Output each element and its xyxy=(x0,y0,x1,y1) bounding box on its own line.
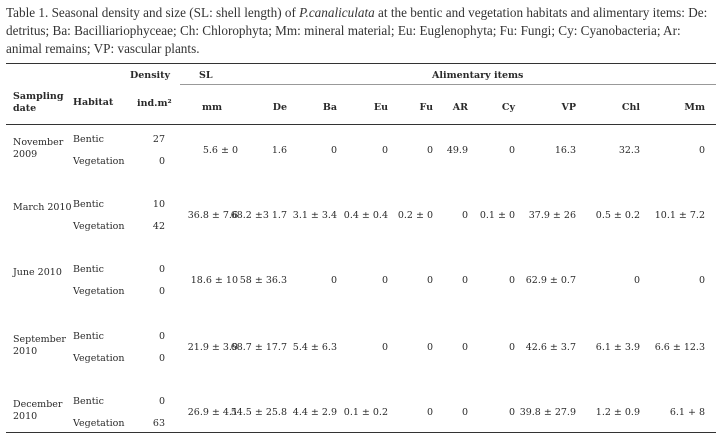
row-item-ar: 0 xyxy=(461,275,468,286)
row-item-vp: 39.8 ± 27.9 xyxy=(519,407,576,418)
row-item-mm: 6.6 ± 12.3 xyxy=(654,342,705,353)
row-shell-length: 21.9 ± 3.9 xyxy=(187,342,238,353)
table-top-rule xyxy=(6,63,716,64)
row-item-cy: 0 xyxy=(508,407,515,418)
row-item-fu: 0.2 ± 0 xyxy=(397,210,433,221)
row-item-ar: 0 xyxy=(461,210,468,221)
row-sampling-date: June 2010 xyxy=(13,267,62,278)
row-item-eu: 0.4 ± 0.4 xyxy=(343,210,388,221)
row-density-bentic: 0 xyxy=(158,264,165,275)
row-item-chl: 0.5 ± 0.2 xyxy=(595,210,640,221)
header-item-cy: Cy xyxy=(501,102,515,113)
row-item-ba: 5.4 ± 6.3 xyxy=(292,342,337,353)
row-density-vegetation: 63 xyxy=(152,418,165,429)
row-item-ba: 3.1 ± 3.4 xyxy=(292,210,337,221)
row-shell-length: 18.6 ± 10 xyxy=(190,275,238,286)
header-density-unit: ind.m² xyxy=(137,98,172,109)
row-item-de: 1.6 xyxy=(271,145,287,156)
row-habitat-vegetation: Vegetation xyxy=(73,286,125,297)
row-item-eu: 0 xyxy=(381,275,388,286)
row-shell-length: 26.9 ± 4.1 xyxy=(187,407,238,418)
header-item-ar: AR xyxy=(452,102,468,113)
header-item-de: De xyxy=(272,102,287,113)
row-habitat-vegetation: Vegetation xyxy=(73,418,125,429)
caption-suffix: at the bentic and vegetation habitats and alimentary items: De: detritus; Ba: Bacilliariophyceae; Ch: Chlorophyta; Mm: mineral material; Eu: Euglenophyta; Fu: Fungi; Cy: Cyanobacteria; Ar: animal remains; VP: vascular plants. xyxy=(6,5,708,56)
row-item-cy: 0 xyxy=(508,275,515,286)
row-item-ba: 0 xyxy=(330,275,337,286)
row-item-de: 68.2 ±3 1.7 xyxy=(230,210,287,221)
row-item-vp: 37.9 ± 26 xyxy=(528,210,576,221)
row-habitat-bentic: Bentic xyxy=(73,396,104,407)
row-item-cy: 0 xyxy=(508,145,515,156)
header-item-vp: VP xyxy=(561,102,576,113)
row-density-bentic: 0 xyxy=(158,331,165,342)
row-density-bentic: 0 xyxy=(158,396,165,407)
header-density: Density xyxy=(130,70,171,81)
row-item-mm: 0 xyxy=(698,145,705,156)
row-density-vegetation: 0 xyxy=(158,286,165,297)
row-sampling-date: November 2009 xyxy=(13,137,64,160)
caption-species: P.canaliculata xyxy=(299,5,375,20)
row-density-vegetation: 0 xyxy=(158,156,165,167)
header-bottom-rule xyxy=(6,124,716,125)
row-item-chl: 32.3 xyxy=(618,145,640,156)
row-item-fu: 0 xyxy=(426,342,433,353)
table-caption xyxy=(6,4,714,58)
row-habitat-bentic: Bentic xyxy=(73,199,104,210)
row-density-bentic: 27 xyxy=(152,134,165,145)
row-item-fu: 0 xyxy=(426,407,433,418)
row-sampling-date: December 2010 xyxy=(13,399,63,422)
row-item-ar: 49.9 xyxy=(446,145,468,156)
row-density-vegetation: 0 xyxy=(158,353,165,364)
header-item-mm: Mm xyxy=(684,102,705,113)
row-item-mm: 6.1 + 8 xyxy=(669,407,705,418)
row-item-chl: 1.2 ± 0.9 xyxy=(595,407,640,418)
row-item-vp: 62.9 ± 0.7 xyxy=(525,275,576,286)
header-habitat: Habitat xyxy=(73,97,114,108)
row-item-de: 58 ± 36.3 xyxy=(239,275,287,286)
row-item-vp: 16.3 xyxy=(554,145,576,156)
header-alimentary-items: Alimentary items xyxy=(432,70,524,81)
row-shell-length: 36.8 ± 7.6 xyxy=(187,210,238,221)
row-habitat-vegetation: Vegetation xyxy=(73,353,125,364)
header-item-chl: Chl xyxy=(621,102,640,113)
row-item-chl: 0 xyxy=(633,275,640,286)
row-sampling-date: March 2010 xyxy=(13,202,72,213)
row-item-eu: 0.1 ± 0.2 xyxy=(343,407,388,418)
table-bottom-rule xyxy=(6,432,716,433)
row-item-ba: 0 xyxy=(330,145,337,156)
row-habitat-bentic: Bentic xyxy=(73,134,104,145)
row-item-mm: 10.1 ± 7.2 xyxy=(654,210,705,221)
header-item-ba: Ba xyxy=(322,102,337,113)
row-habitat-bentic: Bentic xyxy=(73,264,104,275)
caption-prefix: Table 1. Seasonal density and size (SL: shell length) of xyxy=(6,5,300,20)
row-item-eu: 0 xyxy=(381,145,388,156)
row-item-ar: 0 xyxy=(461,407,468,418)
row-item-eu: 0 xyxy=(381,342,388,353)
row-item-cy: 0.1 ± 0 xyxy=(479,210,515,221)
header-sl: SL xyxy=(199,70,213,81)
row-item-de: 68.7 ± 17.7 xyxy=(230,342,287,353)
row-item-chl: 6.1 ± 3.9 xyxy=(595,342,640,353)
header-sl-unit: mm xyxy=(202,102,223,113)
row-item-vp: 42.6 ± 3.7 xyxy=(525,342,576,353)
row-item-cy: 0 xyxy=(508,342,515,353)
row-shell-length: 5.6 ± 0 xyxy=(202,145,238,156)
row-habitat-vegetation: Vegetation xyxy=(73,221,125,232)
row-density-vegetation: 42 xyxy=(152,221,165,232)
row-habitat-bentic: Bentic xyxy=(73,331,104,342)
row-item-ba: 4.4 ± 2.9 xyxy=(292,407,337,418)
header-item-eu: Eu xyxy=(373,102,388,113)
row-item-ar: 0 xyxy=(461,342,468,353)
header-item-fu: Fu xyxy=(419,102,433,113)
row-sampling-date: September 2010 xyxy=(13,334,66,357)
row-item-fu: 0 xyxy=(426,275,433,286)
row-item-mm: 0 xyxy=(698,275,705,286)
header-sampling-date: Sampling date xyxy=(13,91,64,114)
row-item-fu: 0 xyxy=(426,145,433,156)
row-density-bentic: 10 xyxy=(152,199,165,210)
row-habitat-vegetation: Vegetation xyxy=(73,156,125,167)
row-item-de: 54.5 ± 25.8 xyxy=(230,407,287,418)
header-sub-rule xyxy=(180,84,716,85)
